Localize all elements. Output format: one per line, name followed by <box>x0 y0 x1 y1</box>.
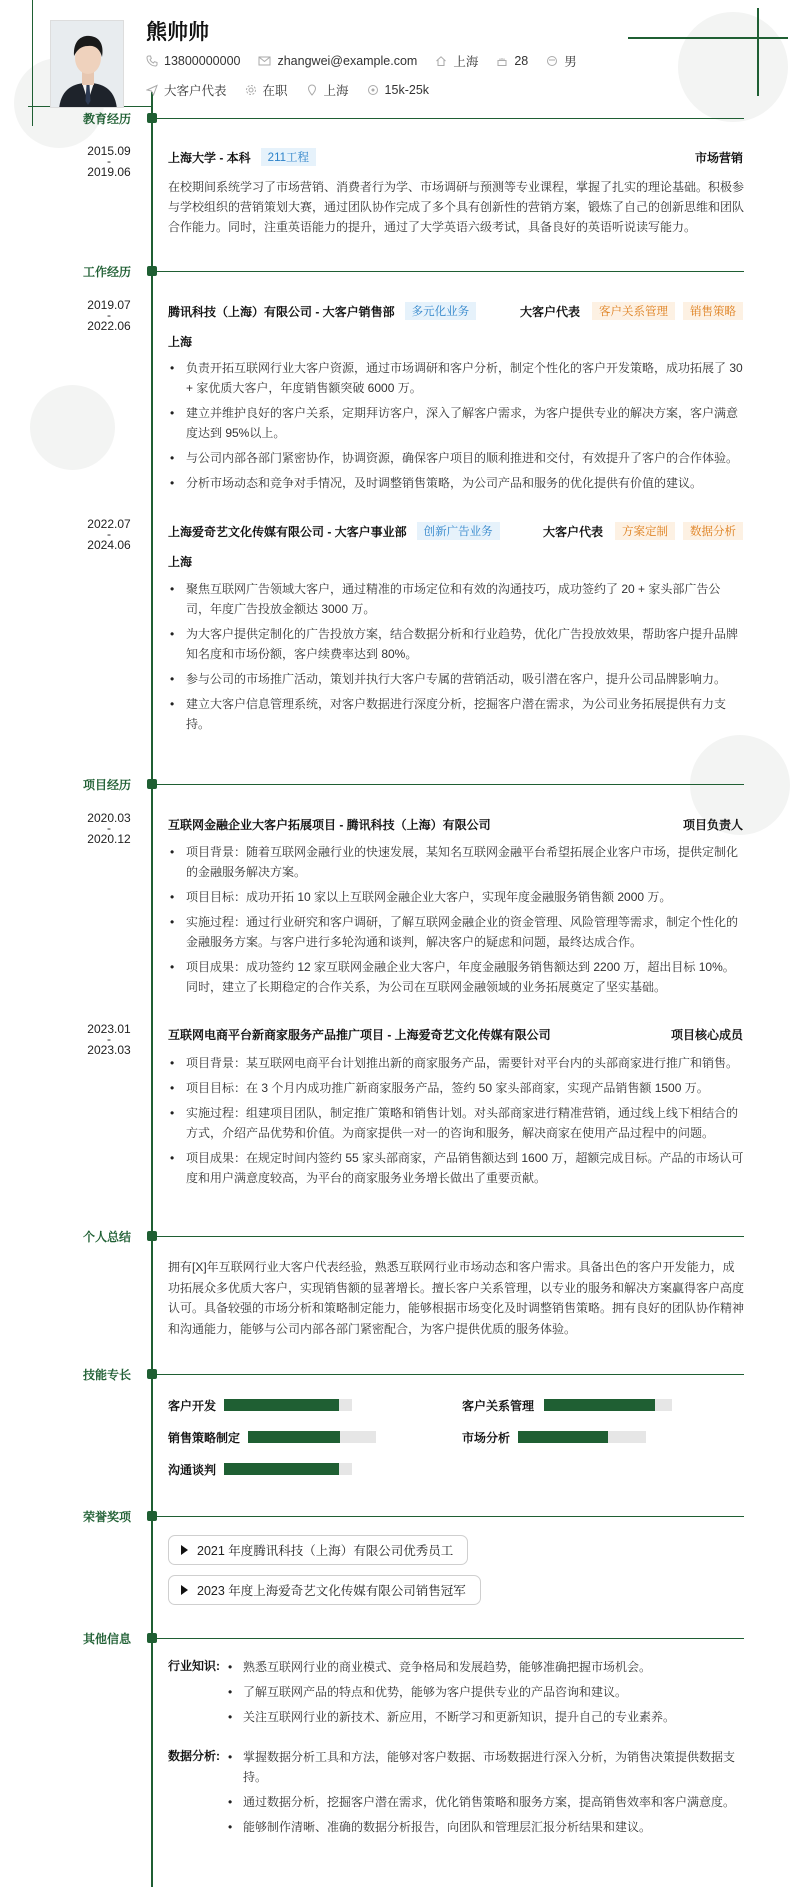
education-right <box>695 149 743 166</box>
list-item: • 能够制作清晰、准确的数据分析报告，向团队和管理层汇报分析结果和建议。 <box>226 1817 746 1837</box>
section-divider <box>157 1516 744 1517</box>
work-date <box>74 298 144 333</box>
project-head <box>168 1026 743 1043</box>
skill-tag: 销售策略 <box>683 302 743 320</box>
salary-item <box>367 83 429 97</box>
project-head <box>168 816 743 833</box>
other-list <box>226 1657 746 1732</box>
section-title: 荣誉奖项 <box>83 1510 132 1524</box>
section-divider <box>157 1236 744 1237</box>
date-end: 2020.12 <box>87 832 131 846</box>
list-item: • 通过数据分析，挖掘客户潜在需求，优化销售策略和服务方案，提高销售效率和客户满意度。 <box>226 1792 746 1812</box>
cake-icon <box>496 55 508 67</box>
list-item: • 为大客户提供定制化的广告投放方案，结合数据分析和行业趋势，优化广告投放效果，帮助客户提升品牌知名度和市场份额，客户续费率达到 80%。 <box>168 624 744 664</box>
list-item: • 聚焦互联网广告领域大客户，通过精准的市场定位和有效的沟通技巧，成功签约了 20 + 家头部广告公司，年度广告投放金额达 3000 万。 <box>168 579 744 619</box>
triangle-right-icon <box>181 1545 188 1555</box>
work-city: 上海 <box>168 335 193 349</box>
age-text: 28 <box>514 54 529 68</box>
section-title: 项目经历 <box>83 778 132 792</box>
date-start: 2022.07 <box>87 517 131 531</box>
date-end: 2019.06 <box>87 165 131 179</box>
skill-tag: 数据分析 <box>683 522 743 540</box>
date-separator: - <box>107 1032 111 1046</box>
city-item <box>435 52 478 70</box>
status-text: 在职 <box>262 84 288 98</box>
education-date <box>74 144 144 179</box>
company-name: 上海爱奇艺文化传媒有限公司 - 大客户事业部 <box>168 524 407 539</box>
date-separator: - <box>107 154 111 168</box>
job-role: 大客户代表 <box>519 304 580 319</box>
date-separator: - <box>107 527 111 541</box>
list-item: • 与公司内部各部门紧密协作，协调资源，确保客户项目的顺利推进和交付，有效提升了客户的合作体验。 <box>168 448 744 468</box>
work-head <box>168 522 743 540</box>
project-date <box>74 1022 144 1057</box>
gender-icon <box>546 55 558 67</box>
list-item: • 项目目标：成功开拓 10 家以上互联网金融企业大客户，实现年度金融服务销售额 2000 万。 <box>168 887 744 907</box>
project-date <box>74 811 144 846</box>
timeline-line <box>151 92 153 1887</box>
skill-name: 市场分析 <box>462 1431 511 1445</box>
job-role: 大客户代表 <box>542 524 603 539</box>
home-icon <box>435 55 447 67</box>
date-separator: - <box>107 308 111 322</box>
company-tag: 多元化业务 <box>405 302 477 320</box>
school-tag: 211工程 <box>261 148 316 166</box>
skill-bar-fill <box>248 1431 340 1443</box>
status-item <box>245 81 288 99</box>
skill-tag: 客户关系管理 <box>592 302 675 320</box>
email-icon <box>258 55 271 67</box>
skill-bar-fill <box>224 1463 339 1475</box>
education-description: 在校期间系统学习了市场营销、消费者行为学、市场调研与预测等专业课程，掌握了扎实的理论基础。积极参与学校组织的营销策划大赛，通过团队协作完成了多个具有创新性的营销方案，锻炼了自己的创新思维和团队合作能力。同时，注重英语能力的提升，通过了大学英语六级考试，具备良好的英语听说读写能力。 <box>168 180 745 234</box>
date-separator: - <box>107 821 111 835</box>
section-title: 教育经历 <box>83 112 132 126</box>
section-title: 工作经历 <box>83 265 132 279</box>
skill-bar-fill <box>518 1431 608 1443</box>
target-city-text: 上海 <box>323 84 349 98</box>
education-head <box>168 148 743 166</box>
send-icon <box>146 84 158 96</box>
skill-bar-fill <box>544 1399 655 1411</box>
project-title: 互联网电商平台新商家服务产品推广项目 - 上海爱奇艺文化传媒有限公司 <box>168 1028 551 1042</box>
timeline-dot <box>147 113 157 123</box>
date-end: 2023.03 <box>87 1043 131 1057</box>
timeline-dot <box>147 1511 157 1521</box>
list-item: • 熟悉互联网行业的商业模式、竞争格局和发展趋势，能够准确把握市场机会。 <box>226 1657 746 1677</box>
section-divider <box>157 1374 744 1375</box>
project-bullets <box>168 842 744 1002</box>
list-item: • 掌握数据分析工具和方法，能够对客户数据、市场数据进行深入分析，为销售决策提供数据支持。 <box>226 1747 746 1787</box>
city-text: 上海 <box>453 55 479 69</box>
location-icon <box>306 84 318 96</box>
project-role: 项目核心成员 <box>670 1028 743 1042</box>
position-item <box>146 81 227 99</box>
decor-circle <box>678 12 788 122</box>
timeline-dot <box>147 1369 157 1379</box>
skill-name: 销售策略制定 <box>168 1431 241 1445</box>
triangle-right-icon <box>181 1585 188 1595</box>
section-divider <box>157 1638 744 1639</box>
work-city: 上海 <box>168 555 193 569</box>
major-name: 市场营销 <box>694 150 743 165</box>
section-divider <box>157 271 744 272</box>
list-item: • 负责开拓互联网行业大客户资源，通过市场调研和客户分析，制定个性化的客户开发策略，成功拓展了 30 + 家优质大客户，年度销售额突破 6000 万。 <box>168 358 744 398</box>
list-item: • 分析市场动态和竞争对手情况，及时调整销售策略，为公司产品和服务的优化提供有价值的建议。 <box>168 473 744 493</box>
list-item: • 参与公司的市场推广活动，策划并执行大客户专属的营销活动，吸引潜在客户，提升公司品牌影响力。 <box>168 669 744 689</box>
work-bullets <box>168 579 744 739</box>
list-item: • 建立并维护良好的客户关系，定期拜访客户，深入了解客户需求，为客户提供专业的解决方案，客户满意度达到 95%以上。 <box>168 403 744 443</box>
date-start: 2023.01 <box>87 1022 131 1036</box>
position-text: 大客户代表 <box>164 84 227 98</box>
award-text: 2021 年度腾讯科技（上海）有限公司优秀员工 <box>197 1544 454 1558</box>
corner-decoration <box>757 8 759 96</box>
list-item: • 建立大客户信息管理系统，对客户数据进行深度分析，挖掘客户潜在需求，为公司业务拓展提供有力支持。 <box>168 694 744 734</box>
other-label: 数据分析: <box>168 1749 220 1763</box>
skill-name: 客户开发 <box>168 1399 217 1413</box>
avatar-portrait-icon <box>51 21 124 108</box>
section-title: 个人总结 <box>83 1230 132 1244</box>
skill-name: 客户关系管理 <box>462 1399 535 1413</box>
decor-circle <box>30 385 115 470</box>
email-item <box>258 54 417 68</box>
list-item: • 了解互联网产品的特点和优势，能够为客户提供专业的产品咨询和建议。 <box>226 1682 746 1702</box>
list-item: • 项目背景：随着互联网金融行业的快速发展，某知名互联网金融平台希望拓展企业客户市场，提供定制化的金融服务解决方案。 <box>168 842 744 882</box>
list-item: • 项目成果：在规定时间内签约 55 家头部商家，产品销售额达到 1600 万，超额完成目标。产品的市场认可度和用户满意度较高，为平台的商家服务业务增长做出了重要贡献。 <box>168 1148 744 1188</box>
header-divider <box>32 0 33 126</box>
list-item: • 关注互联网行业的新技术、新应用，不断学习和更新知识，提升自己的专业素养。 <box>226 1707 746 1727</box>
timeline-dot <box>147 266 157 276</box>
date-end: 2022.06 <box>87 319 131 333</box>
project-right <box>683 816 743 833</box>
project-title: 互联网金融企业大客户拓展项目 - 腾讯科技（上海）有限公司 <box>168 818 491 832</box>
skill-tag: 方案定制 <box>615 522 675 540</box>
work-head <box>168 302 743 320</box>
school-name: 上海大学 - 本科 <box>168 150 251 165</box>
list-item: • 项目目标：在 3 个月内成功推广新商家服务产品，签约 50 家头部商家，实现产品销售额 1500 万。 <box>168 1078 744 1098</box>
project-right <box>671 1026 743 1043</box>
list-item: • 项目背景：某互联网电商平台计划推出新的商家服务产品，需要针对平台内的头部商家进行推广和销售。 <box>168 1053 744 1073</box>
skill-bar-fill <box>224 1399 339 1411</box>
email-text: zhangwei@example.com <box>277 54 418 68</box>
date-start: 2020.03 <box>87 811 131 825</box>
gender-item <box>546 52 577 70</box>
other-list <box>226 1747 746 1842</box>
salary-text: 15k-25k <box>384 83 430 97</box>
coin-icon <box>367 84 379 96</box>
timeline-dot <box>147 779 157 789</box>
section-title: 技能专长 <box>83 1368 132 1382</box>
phone-item <box>146 54 240 68</box>
skill-name: 沟通谈判 <box>168 1463 217 1477</box>
avatar <box>50 20 124 108</box>
company-name: 腾讯科技（上海）有限公司 - 大客户销售部 <box>168 304 395 319</box>
work-date <box>74 517 144 552</box>
phone-icon <box>146 55 158 67</box>
list-item: • 实施过程：通过行业研究和客户调研，了解互联网金融企业的资金管理、风险管理等需求，制定个性化的金融服务方案。与客户进行多轮沟通和谈判，解决客户的疑虑和问题，最终达成合作。 <box>168 912 744 952</box>
date-start: 2015.09 <box>87 144 131 158</box>
age-item <box>496 54 528 68</box>
gender-text: 男 <box>564 55 577 69</box>
work-right <box>543 522 743 540</box>
award-text: 2023 年度上海爱奇艺文化传媒有限公司销售冠军 <box>197 1584 466 1598</box>
award-item <box>168 1535 468 1565</box>
project-bullets <box>168 1053 744 1193</box>
list-item: • 实施过程：组建项目团队，制定推广策略和销售计划。对头部商家进行精准营销，通过线上线下相结合的方式，介绍产品优势和价值。为商家提供一对一的咨询和服务，解决商家在使用产品过程中的问题。 <box>168 1103 744 1143</box>
corner-decoration <box>628 37 788 39</box>
timeline-dot <box>147 1231 157 1241</box>
summary-text: 拥有[X]年互联网行业大客户代表经验，熟悉互联网行业市场动态和客户需求。具备出色的客户开发能力，成功拓展众多优质大客户，实现销售额的显著增长。擅长客户关系管理，以专业的服务和解决方案赢得客户高度认可。具备较强的市场分析和策略制定能力，能够根据市场变化及时调整销售策略。拥有良好的团队协作精神和沟通能力，能够与公司内部各部门紧密配合，为客户提供优质的服务体验。 <box>168 1260 745 1336</box>
target-city-item <box>306 81 349 99</box>
contact-row <box>146 52 595 70</box>
date-end: 2024.06 <box>87 538 131 552</box>
company-tag: 创新广告业务 <box>417 522 500 540</box>
timeline-dot <box>147 1633 157 1643</box>
job-intent-row <box>146 81 447 99</box>
gear-icon <box>245 84 257 96</box>
date-start: 2019.07 <box>87 298 131 312</box>
phone-text: 13800000000 <box>164 54 241 68</box>
section-title: 其他信息 <box>83 1632 132 1646</box>
project-role: 项目负责人 <box>682 818 743 832</box>
list-item: • 项目成果：成功签约 12 家互联网金融企业大客户，年度金融服务销售额达到 2200 万，超出目标 10%。同时，建立了长期稳定的合作关系，为公司在互联网金融领域的业务拓展奠定了坚实基础。 <box>168 957 744 997</box>
other-label: 行业知识: <box>168 1659 220 1673</box>
award-item <box>168 1575 481 1605</box>
candidate-name: 熊帅帅 <box>146 21 209 44</box>
section-divider <box>157 784 744 785</box>
work-bullets <box>168 358 744 498</box>
work-right <box>520 302 743 320</box>
section-divider <box>157 118 744 119</box>
